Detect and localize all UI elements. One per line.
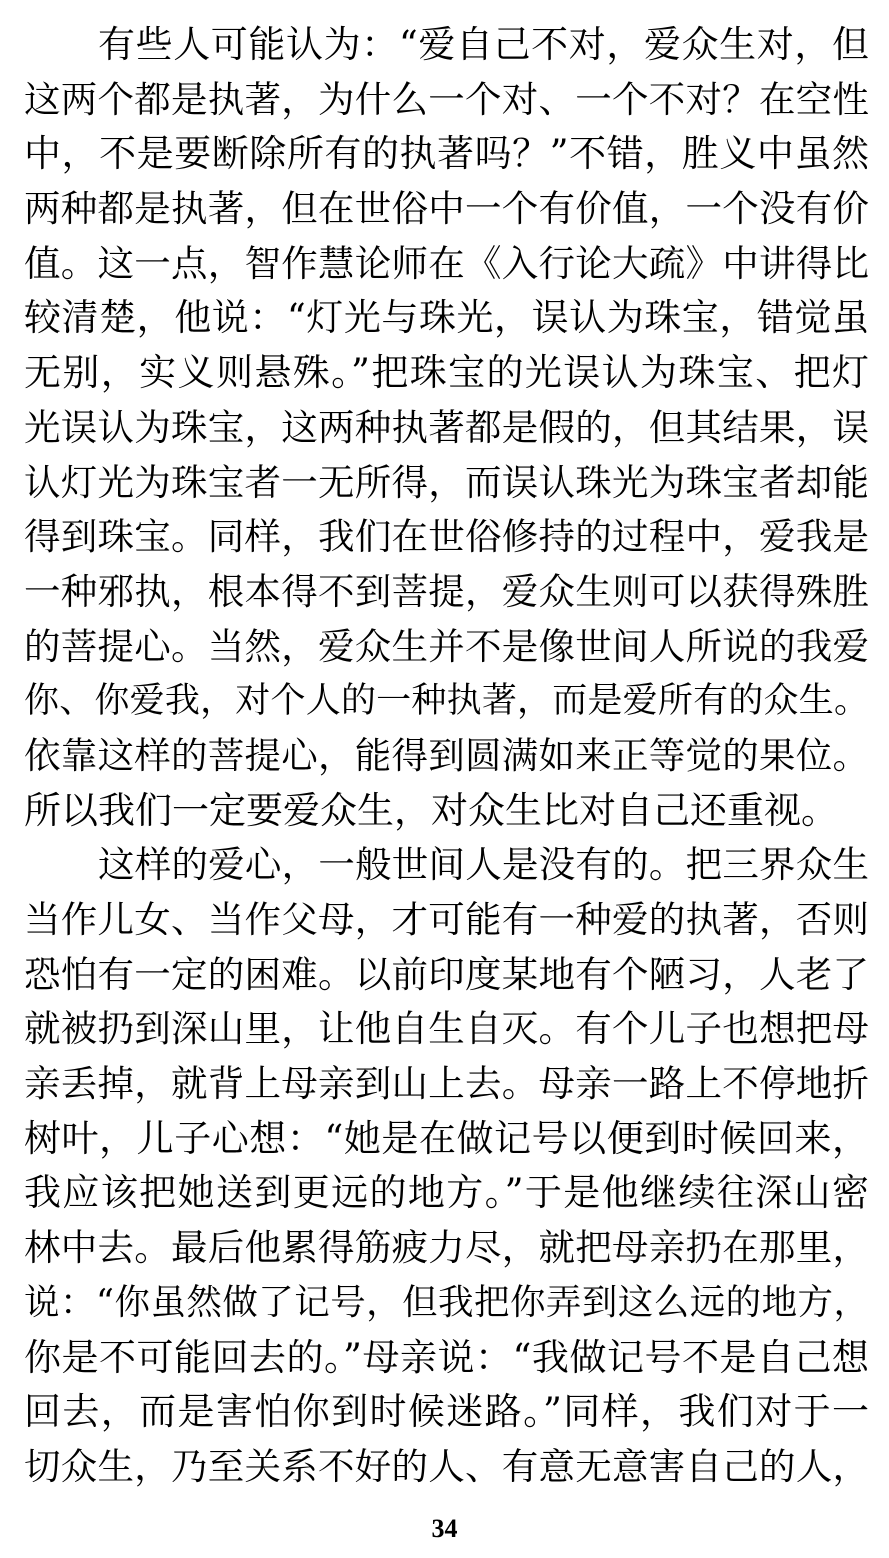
- text-line: 一种邪执，根本得不到菩提，爱众生则可以获得殊胜: [24, 569, 869, 613]
- page-number: 34: [431, 1514, 458, 1543]
- text-line: 回去，而是害怕你到时候迷路。”同样，我们对于一: [24, 1390, 869, 1434]
- text-line: 值。这一点，智作慧论师在《入行论大疏》中讲得比: [24, 241, 869, 285]
- text-line: 这两个都是执著，为什么一个对、一个不对？在空性: [24, 77, 869, 121]
- text-line: 这样的爱心，一般世间人是没有的。把三界众生: [98, 843, 869, 887]
- text-line: 我应该把她送到更远的地方。”于是他继续往深山密: [24, 1171, 869, 1215]
- text-line: 林中去。最后他累得筋疲力尽，就把母亲扔在那里，: [24, 1226, 869, 1270]
- body-text: [24, 18, 869, 1495]
- text-line: 中，不是要断除所有的执著吗？”不错，胜义中虽然: [24, 132, 869, 176]
- text-line: 当作儿女、当作父母，才可能有一种爱的执著，否则: [24, 898, 869, 941]
- text-line: 得到珠宝。同样，我们在世俗修持的过程中，爱我是: [24, 515, 869, 559]
- text-line: 较清楚，他说：“灯光与珠光，误认为珠宝，错觉虽: [24, 296, 869, 340]
- text-line: 的菩提心。当然，爱众生并不是像世间人所说的我爱: [24, 624, 869, 668]
- text-line: 亲丢掉，就背上母亲到山上去。母亲一路上不停地折: [24, 1062, 869, 1106]
- text-line: 你是不可能回去的。”母亲说：“我做记号不是自己想: [24, 1335, 869, 1379]
- text-line: 切众生，乃至关系不好的人、有意无意害自己的人，: [24, 1444, 869, 1488]
- text-line: 树叶，儿子心想：“她是在做记号以便到时候回来，: [24, 1116, 869, 1160]
- text-line: 无别，实义则悬殊。”把珠宝的光误认为珠宝、把灯: [24, 351, 869, 395]
- text-line: 有些人可能认为：“爱自己不对，爱众生对，但: [98, 23, 869, 66]
- text-line: 光误认为珠宝，这两种执著都是假的，但其结果，误: [24, 405, 869, 449]
- text-line: 认灯光为珠宝者一无所得，而误认珠光为珠宝者却能: [24, 460, 869, 504]
- text-line: 所以我们一定要爱众生，对众生比对自己还重视。: [24, 788, 838, 832]
- text-line: 两种都是执著，但在世俗中一个有价值，一个没有价: [24, 187, 869, 231]
- text-line: 你、你爱我，对个人的一种执著，而是爱所有的众生。: [24, 681, 869, 722]
- text-line: 就被扔到深山里，让他自生自灭。有个儿子也想把母: [24, 1007, 869, 1051]
- text-line: 依靠这样的菩提心，能得到圆满如来正等觉的果位。: [24, 733, 869, 777]
- text-line: 恐怕有一定的困难。以前印度某地有个陋习，人老了: [24, 952, 869, 996]
- text-line: 说：“你虽然做了记号，但我把你弄到这么远的地方，: [24, 1281, 869, 1323]
